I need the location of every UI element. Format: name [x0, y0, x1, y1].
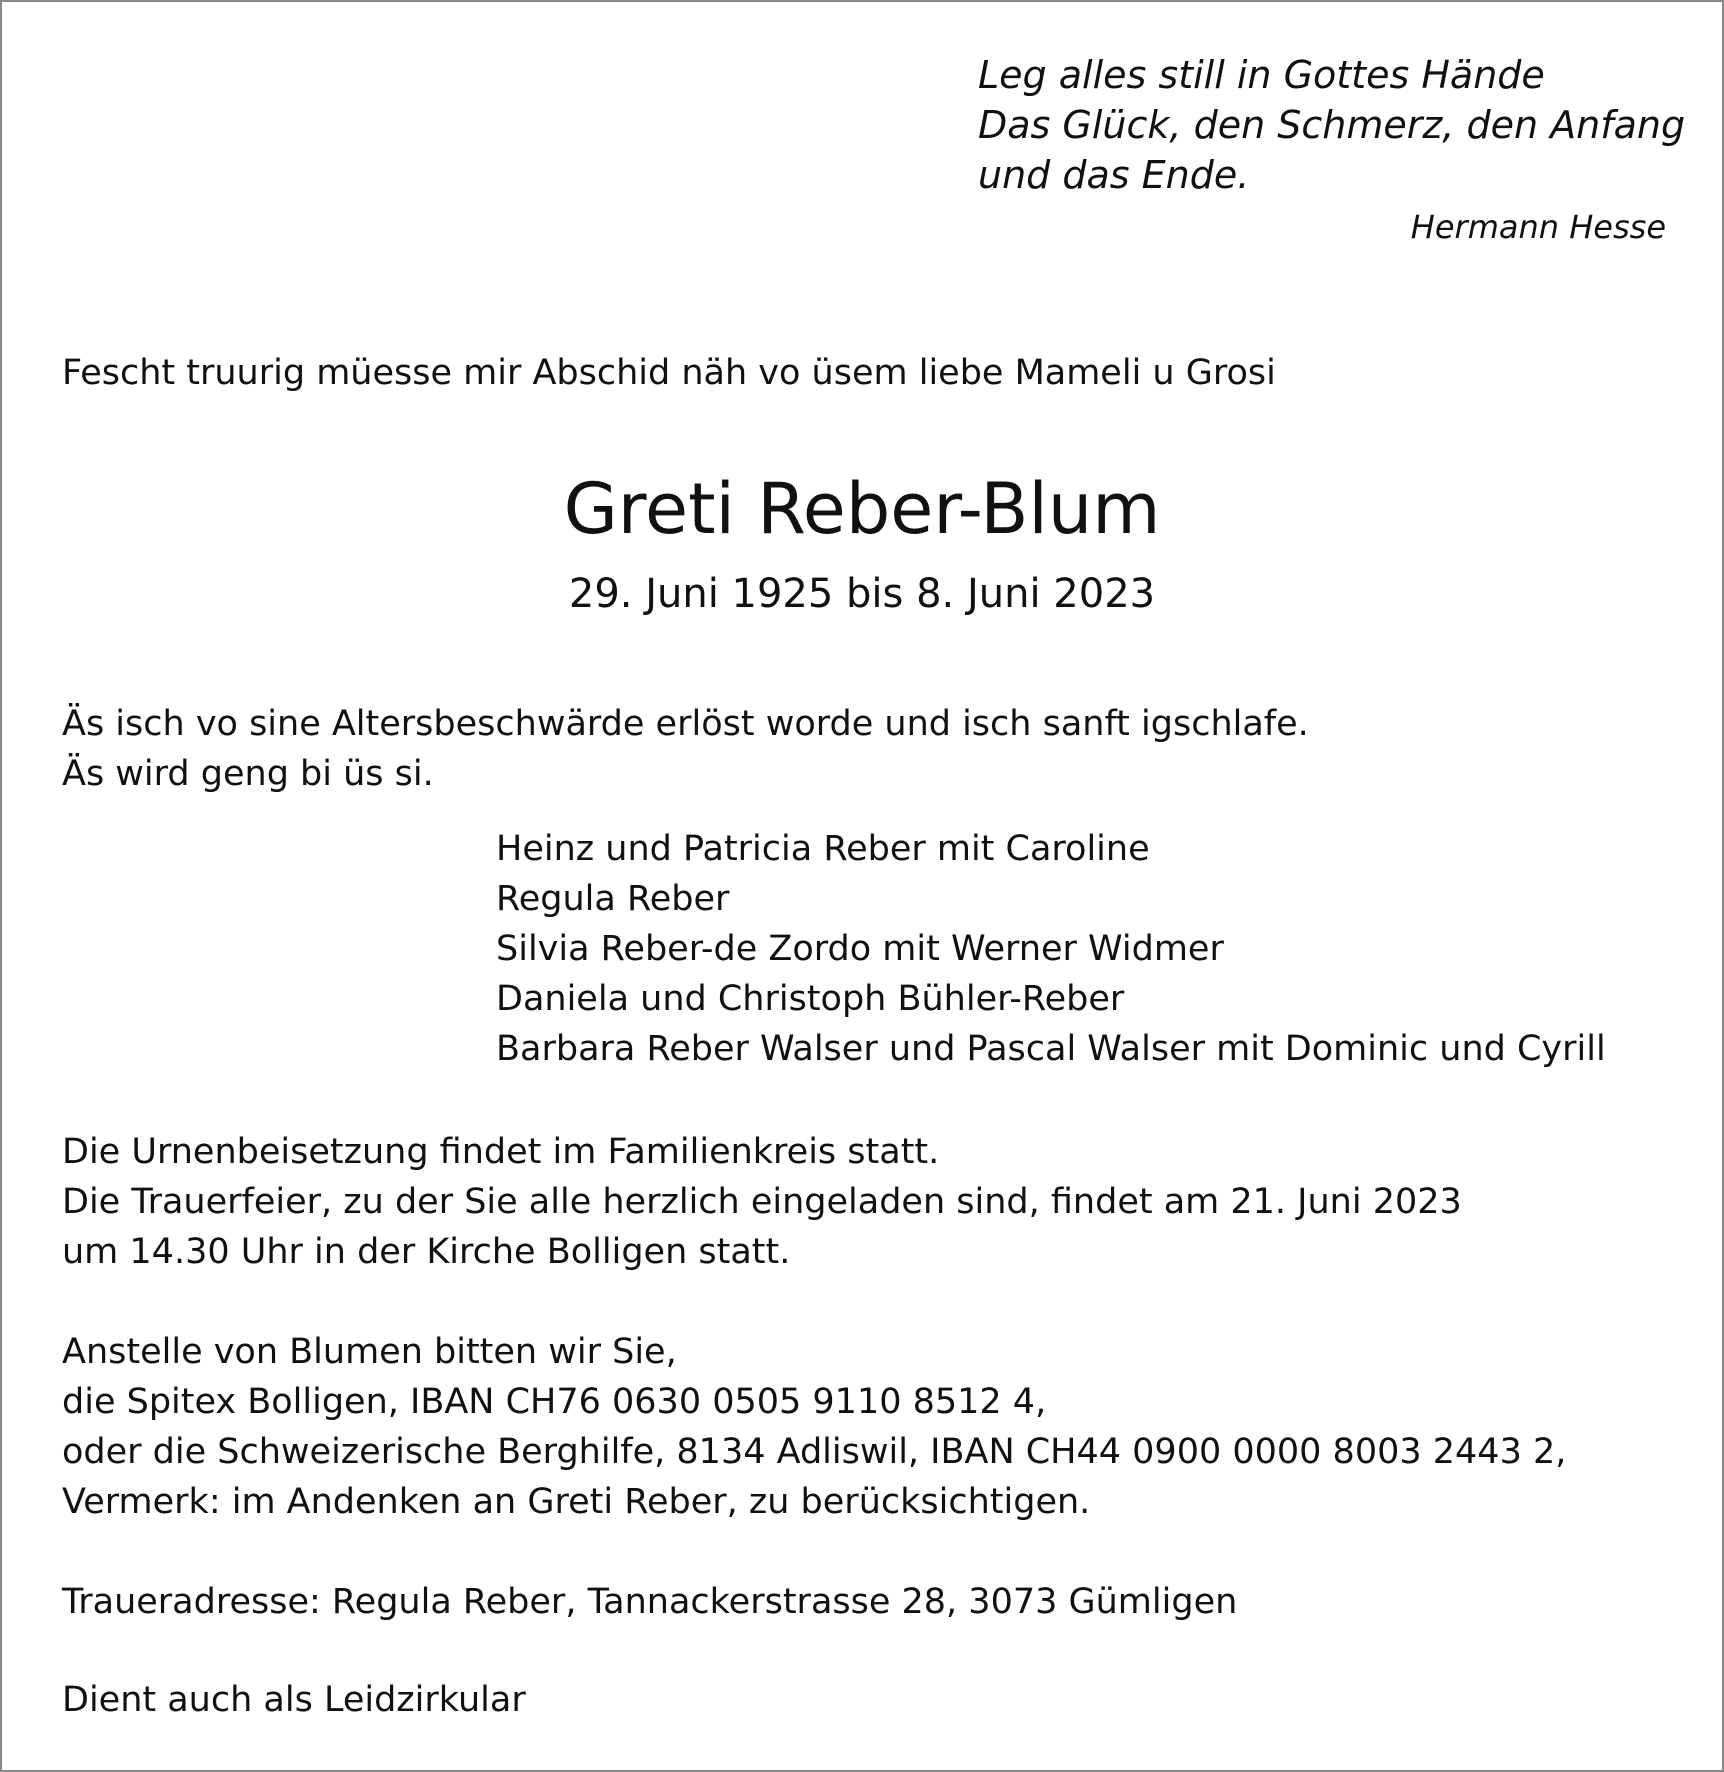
mourner-entry: Barbara Reber Walser und Pascal Walser mit Dominic und Cyrill [496, 1029, 1606, 1069]
donations-paragraph [62, 1327, 1566, 1527]
motto-line: Das Glück, den Schmerz, den Anfang [978, 103, 1686, 147]
deceased-name: Greti Reber-Blum [563, 468, 1161, 550]
message-line: Äs isch vo sine Altersbeschwärde erlöst worde und isch sanft igschlafe. [62, 704, 1309, 744]
donations-line: die Spitex Bolligen, IBAN CH76 0630 0505 9110 8512 4, [62, 1382, 1047, 1422]
message-paragraph [62, 699, 1309, 799]
mourners-list [496, 824, 1606, 1074]
ceremony-paragraph [62, 1127, 1462, 1277]
mourner-entry: Regula Reber [496, 879, 730, 919]
mourning-address: Traueradresse: Regula Reber, Tannackerstrasse 28, 3073 Gümligen [62, 1582, 1238, 1622]
ceremony-line: Die Trauerfeier, zu der Sie alle herzlich eingeladen sind, findet am 21. Juni 2023 [62, 1182, 1462, 1222]
donations-line: Anstelle von Blumen bitten wir Sie, [62, 1332, 677, 1372]
mourner-entry: Heinz und Patricia Reber mit Caroline [496, 829, 1150, 869]
mourner-entry: Silvia Reber-de Zordo mit Werner Widmer [496, 929, 1224, 969]
intro-text: Fescht truurig müesse mir Abschid näh vo üsem liebe Mameli u Grosi [62, 353, 1276, 393]
ceremony-line: Die Urnenbeisetzung findet im Familienkreis statt. [62, 1132, 940, 1172]
donations-line: Vermerk: im Andenken an Greti Reber, zu berücksichtigen. [62, 1482, 1091, 1522]
life-dates: 29. Juni 1925 bis 8. Juni 2023 [568, 571, 1156, 617]
mourner-entry: Daniela und Christoph Bühler-Reber [496, 979, 1125, 1019]
motto-line: Leg alles still in Gottes Hände [978, 53, 1545, 97]
motto-quote [978, 50, 1685, 200]
donations-line: oder die Schweizerische Berghilfe, 8134 Adliswil, IBAN CH44 0900 0000 8003 2443 2, [62, 1432, 1567, 1472]
motto-line: und das Ende. [978, 153, 1250, 197]
footer-note: Dient auch als Leidzirkular [62, 1680, 526, 1720]
motto-author: Hermann Hesse [1410, 208, 1666, 246]
message-line: Äs wird geng bi üs si. [62, 754, 434, 794]
ceremony-line: um 14.30 Uhr in der Kirche Bolligen statt. [62, 1232, 791, 1272]
